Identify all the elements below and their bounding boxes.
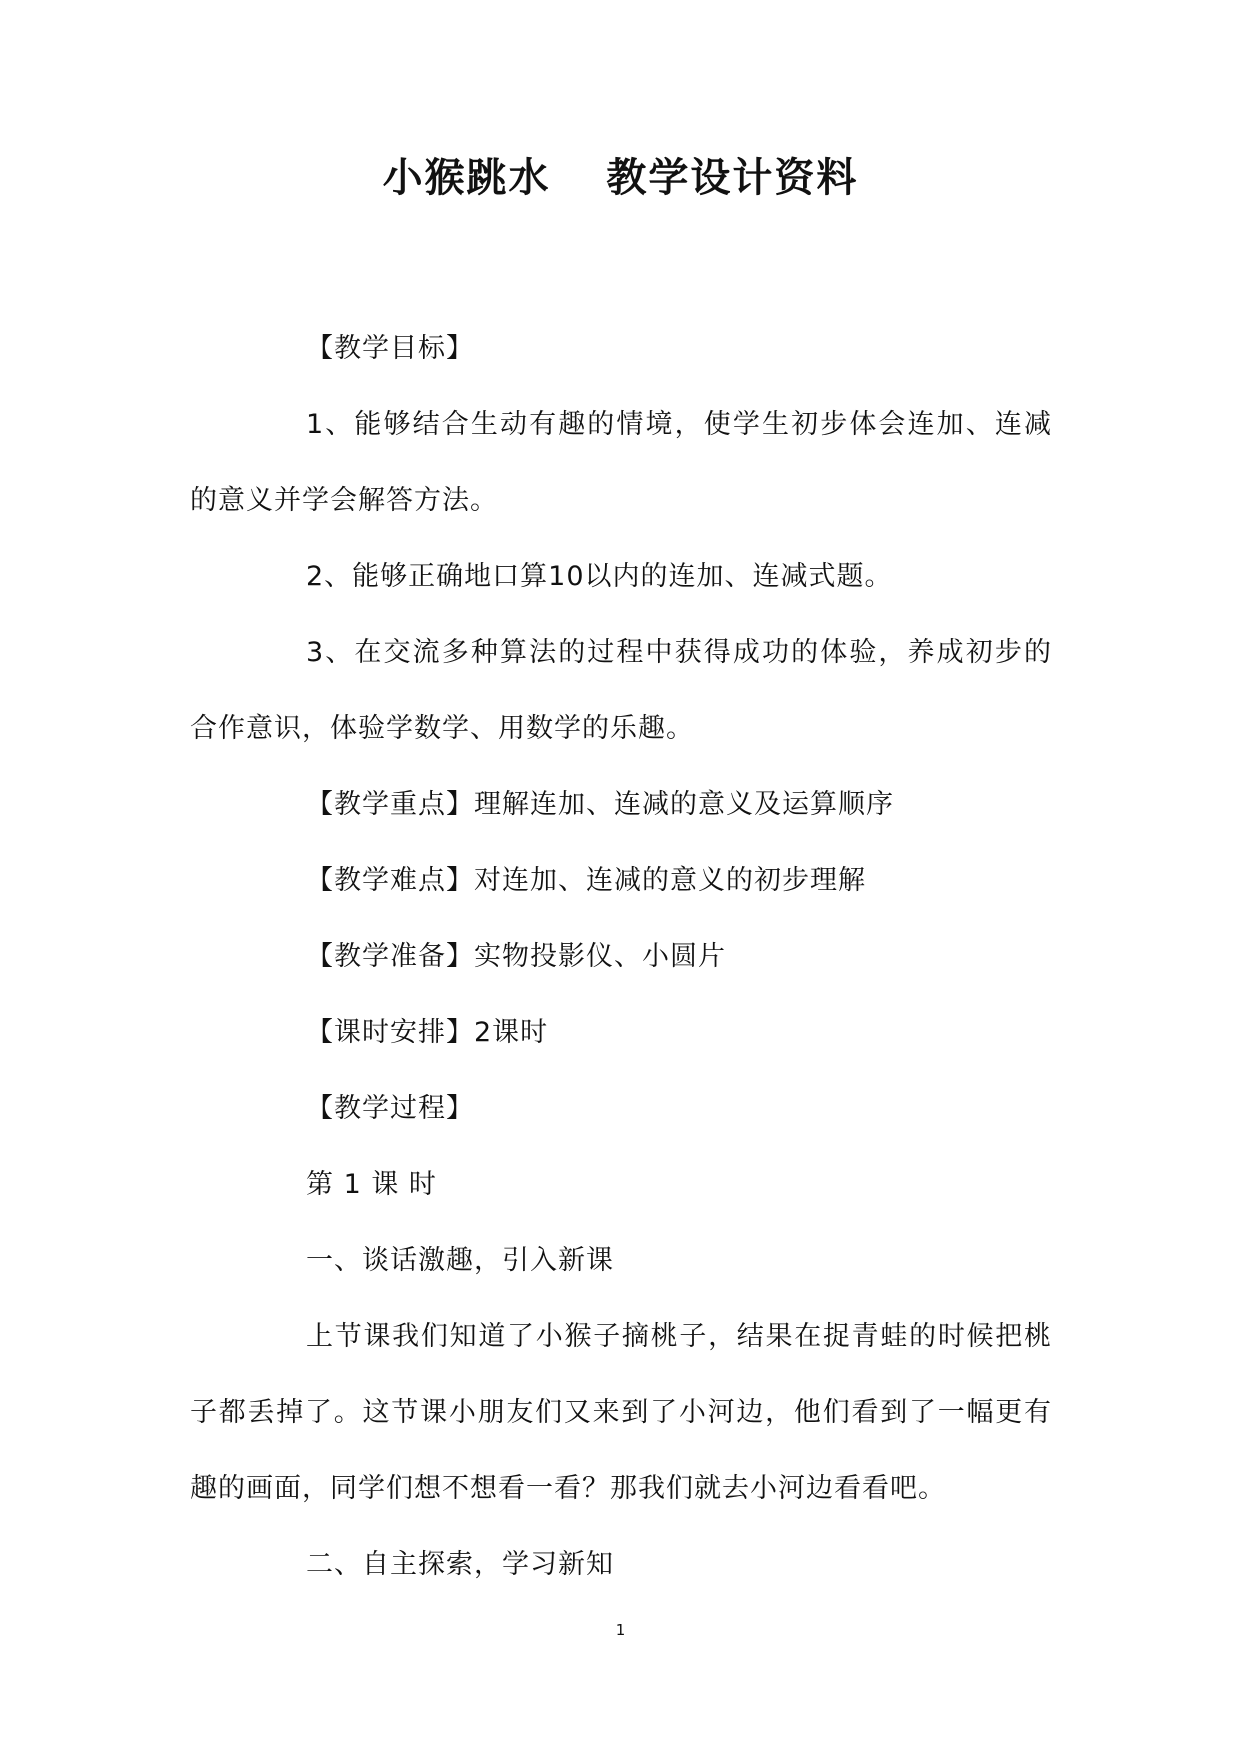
preparation-line: 【教学准备】实物投影仪、小圆片 bbox=[306, 941, 726, 972]
page-number: 1 bbox=[615, 1621, 626, 1639]
section-heading-objectives: 【教学目标】 bbox=[306, 333, 474, 364]
key-points-line: 【教学重点】理解连加、连减的意义及运算顺序 bbox=[306, 789, 894, 820]
objective-item-1: 1、能够结合生动有趣的情境，使学生初步体会连加、连减的意义并学会解答方法。 bbox=[190, 409, 1052, 516]
lesson-number-heading: 第 1 课 时 bbox=[306, 1169, 437, 1200]
intro-paragraph: 上节课我们知道了小猴子摘桃子，结果在捉青蛙的时候把桃子都丢掉了。这节课小朋友们又来到了小河边，他们看到了一幅更有趣的画面，同学们想不想看一看？那我们就去小河边看看吧。 bbox=[190, 1321, 1052, 1504]
step-heading-1: 一、谈话激趣，引入新课 bbox=[306, 1245, 614, 1276]
difficulties-line: 【教学难点】对连加、连减的意义的初步理解 bbox=[306, 865, 866, 896]
objective-item-3: 3、在交流多种算法的过程中获得成功的体验，养成初步的合作意识，体验学数学、用数学的乐趣。 bbox=[190, 637, 1052, 744]
document-title: 小猴跳水 教学设计资料 bbox=[382, 154, 859, 201]
schedule-line: 【课时安排】2课时 bbox=[306, 1017, 549, 1048]
step-heading-2: 二、自主探索，学习新知 bbox=[306, 1549, 614, 1580]
document-body bbox=[190, 311, 1052, 1603]
objective-item-2: 2、能够正确地口算10以内的连加、连减式题。 bbox=[306, 561, 893, 592]
section-heading-process: 【教学过程】 bbox=[306, 1093, 474, 1124]
